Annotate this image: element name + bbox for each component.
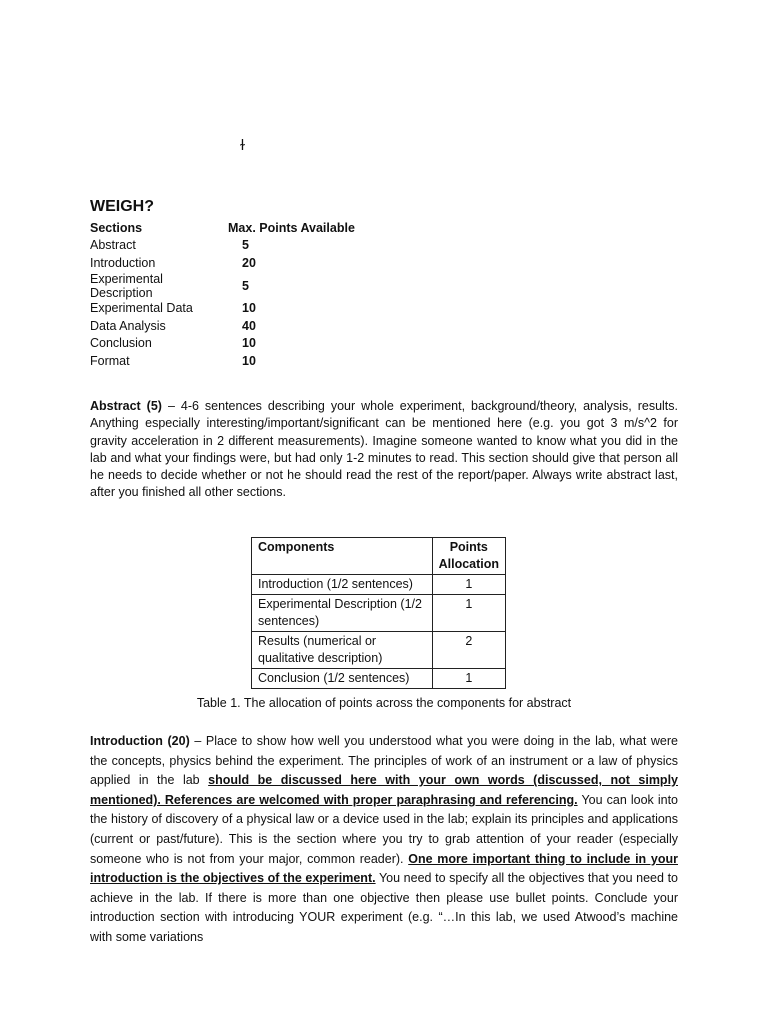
component-points: 1	[432, 595, 505, 632]
component-row	[252, 669, 506, 689]
abstract-paragraph	[90, 398, 678, 502]
component-name: Conclusion (1/2 sentences)	[252, 669, 433, 689]
section-points: 10	[242, 301, 256, 316]
component-points: 1	[432, 669, 505, 689]
points-allocation-header: Points Allocation	[432, 538, 505, 575]
section-points: 20	[242, 255, 256, 270]
component-name: Introduction (1/2 sentences)	[252, 575, 433, 595]
introduction-paragraph	[90, 732, 678, 948]
section-name: Introduction	[90, 255, 156, 270]
components-table	[251, 537, 506, 689]
component-row	[252, 595, 506, 632]
section-points: 10	[242, 336, 256, 351]
introduction-text-1: – Place to show how well you understood what you were doing in the lab, what were the concepts, physics behind the experiment. The principles of work of an instrument or a law of physics applied in the lab	[90, 734, 678, 788]
introduction-lead: Introduction (20)	[90, 734, 190, 748]
introduction-emphasis-1: should be discussed here with your own words (discussed, not simply mentioned). References are welcomed with proper paraphrasing and referencing.	[90, 773, 678, 807]
components-header-row	[252, 538, 506, 575]
introduction-emphasis-2: One more important thing to include in your introduction is the objectives of the experiment.	[90, 851, 678, 886]
weight-row	[90, 317, 410, 335]
weight-row	[90, 335, 410, 353]
section-heading: WEIGH?	[90, 198, 154, 215]
weight-row	[90, 272, 410, 300]
points-weight-table	[90, 219, 410, 370]
section-name: Data Analysis	[90, 318, 166, 333]
section-points: 5	[242, 238, 249, 253]
section-points: 5	[242, 278, 249, 293]
weight-row	[90, 237, 410, 255]
component-name: Experimental Description (1/2 sentences)	[252, 595, 433, 632]
component-row	[252, 632, 506, 669]
introduction-text-2: You can look into the history of discovery of a physical law or a device used in the lab; explain its principles and applications (current or past/future). This is the section where you try to grab attention of your reader (especially someone who is not from your major, common reader).	[90, 792, 679, 866]
section-name: Experimental Data	[90, 301, 193, 316]
abstract-text: – 4-6 sentences describing your whole experiment, background/theory, analysis, results. Anything especially interesting/important/significant can be mentioned here (e.g. you got 3 m/s^2 for gravity acceleration in 2 different measurements). Imagine someone wanted to know what you did in the lab and what your findings were, but had only 1-2 minutes to read. This section should give that person all he needs to decide whether or not he should read the rest of the report/paper. Always write abstract last, after you finished all other sections.	[90, 399, 678, 500]
section-name: Experimental Description	[90, 271, 163, 300]
weight-row	[90, 300, 410, 318]
max-points-header: Max. Points Available	[228, 220, 355, 235]
section-name: Format	[90, 353, 130, 368]
components-header: Components	[252, 538, 433, 575]
component-row	[252, 575, 506, 595]
component-points: 2	[432, 632, 505, 669]
section-name: Abstract	[90, 238, 136, 253]
abstract-lead: Abstract (5)	[90, 399, 162, 413]
weight-row	[90, 352, 410, 370]
section-points: 40	[242, 318, 256, 333]
introduction-text-3: You need to specify all the objectives that you need to achieve in the lab. If there is more than one objective then please use bullet points. Conclude your introduction section with introducing YOUR experiment (e.g. “…In this lab, we used Atwood’s machine with some variations	[90, 871, 678, 944]
component-points: 1	[432, 575, 505, 595]
table-caption: Table 1. The allocation of points across the components for abstract	[196, 696, 572, 710]
stray-mark: ɫ	[240, 137, 245, 154]
section-name: Conclusion	[90, 336, 152, 351]
section-points: 10	[242, 353, 256, 368]
component-name: Results (numerical or qualitative description)	[252, 632, 433, 669]
weight-row	[90, 254, 410, 272]
sections-header: Sections	[90, 220, 143, 235]
weight-header-row	[90, 219, 410, 237]
